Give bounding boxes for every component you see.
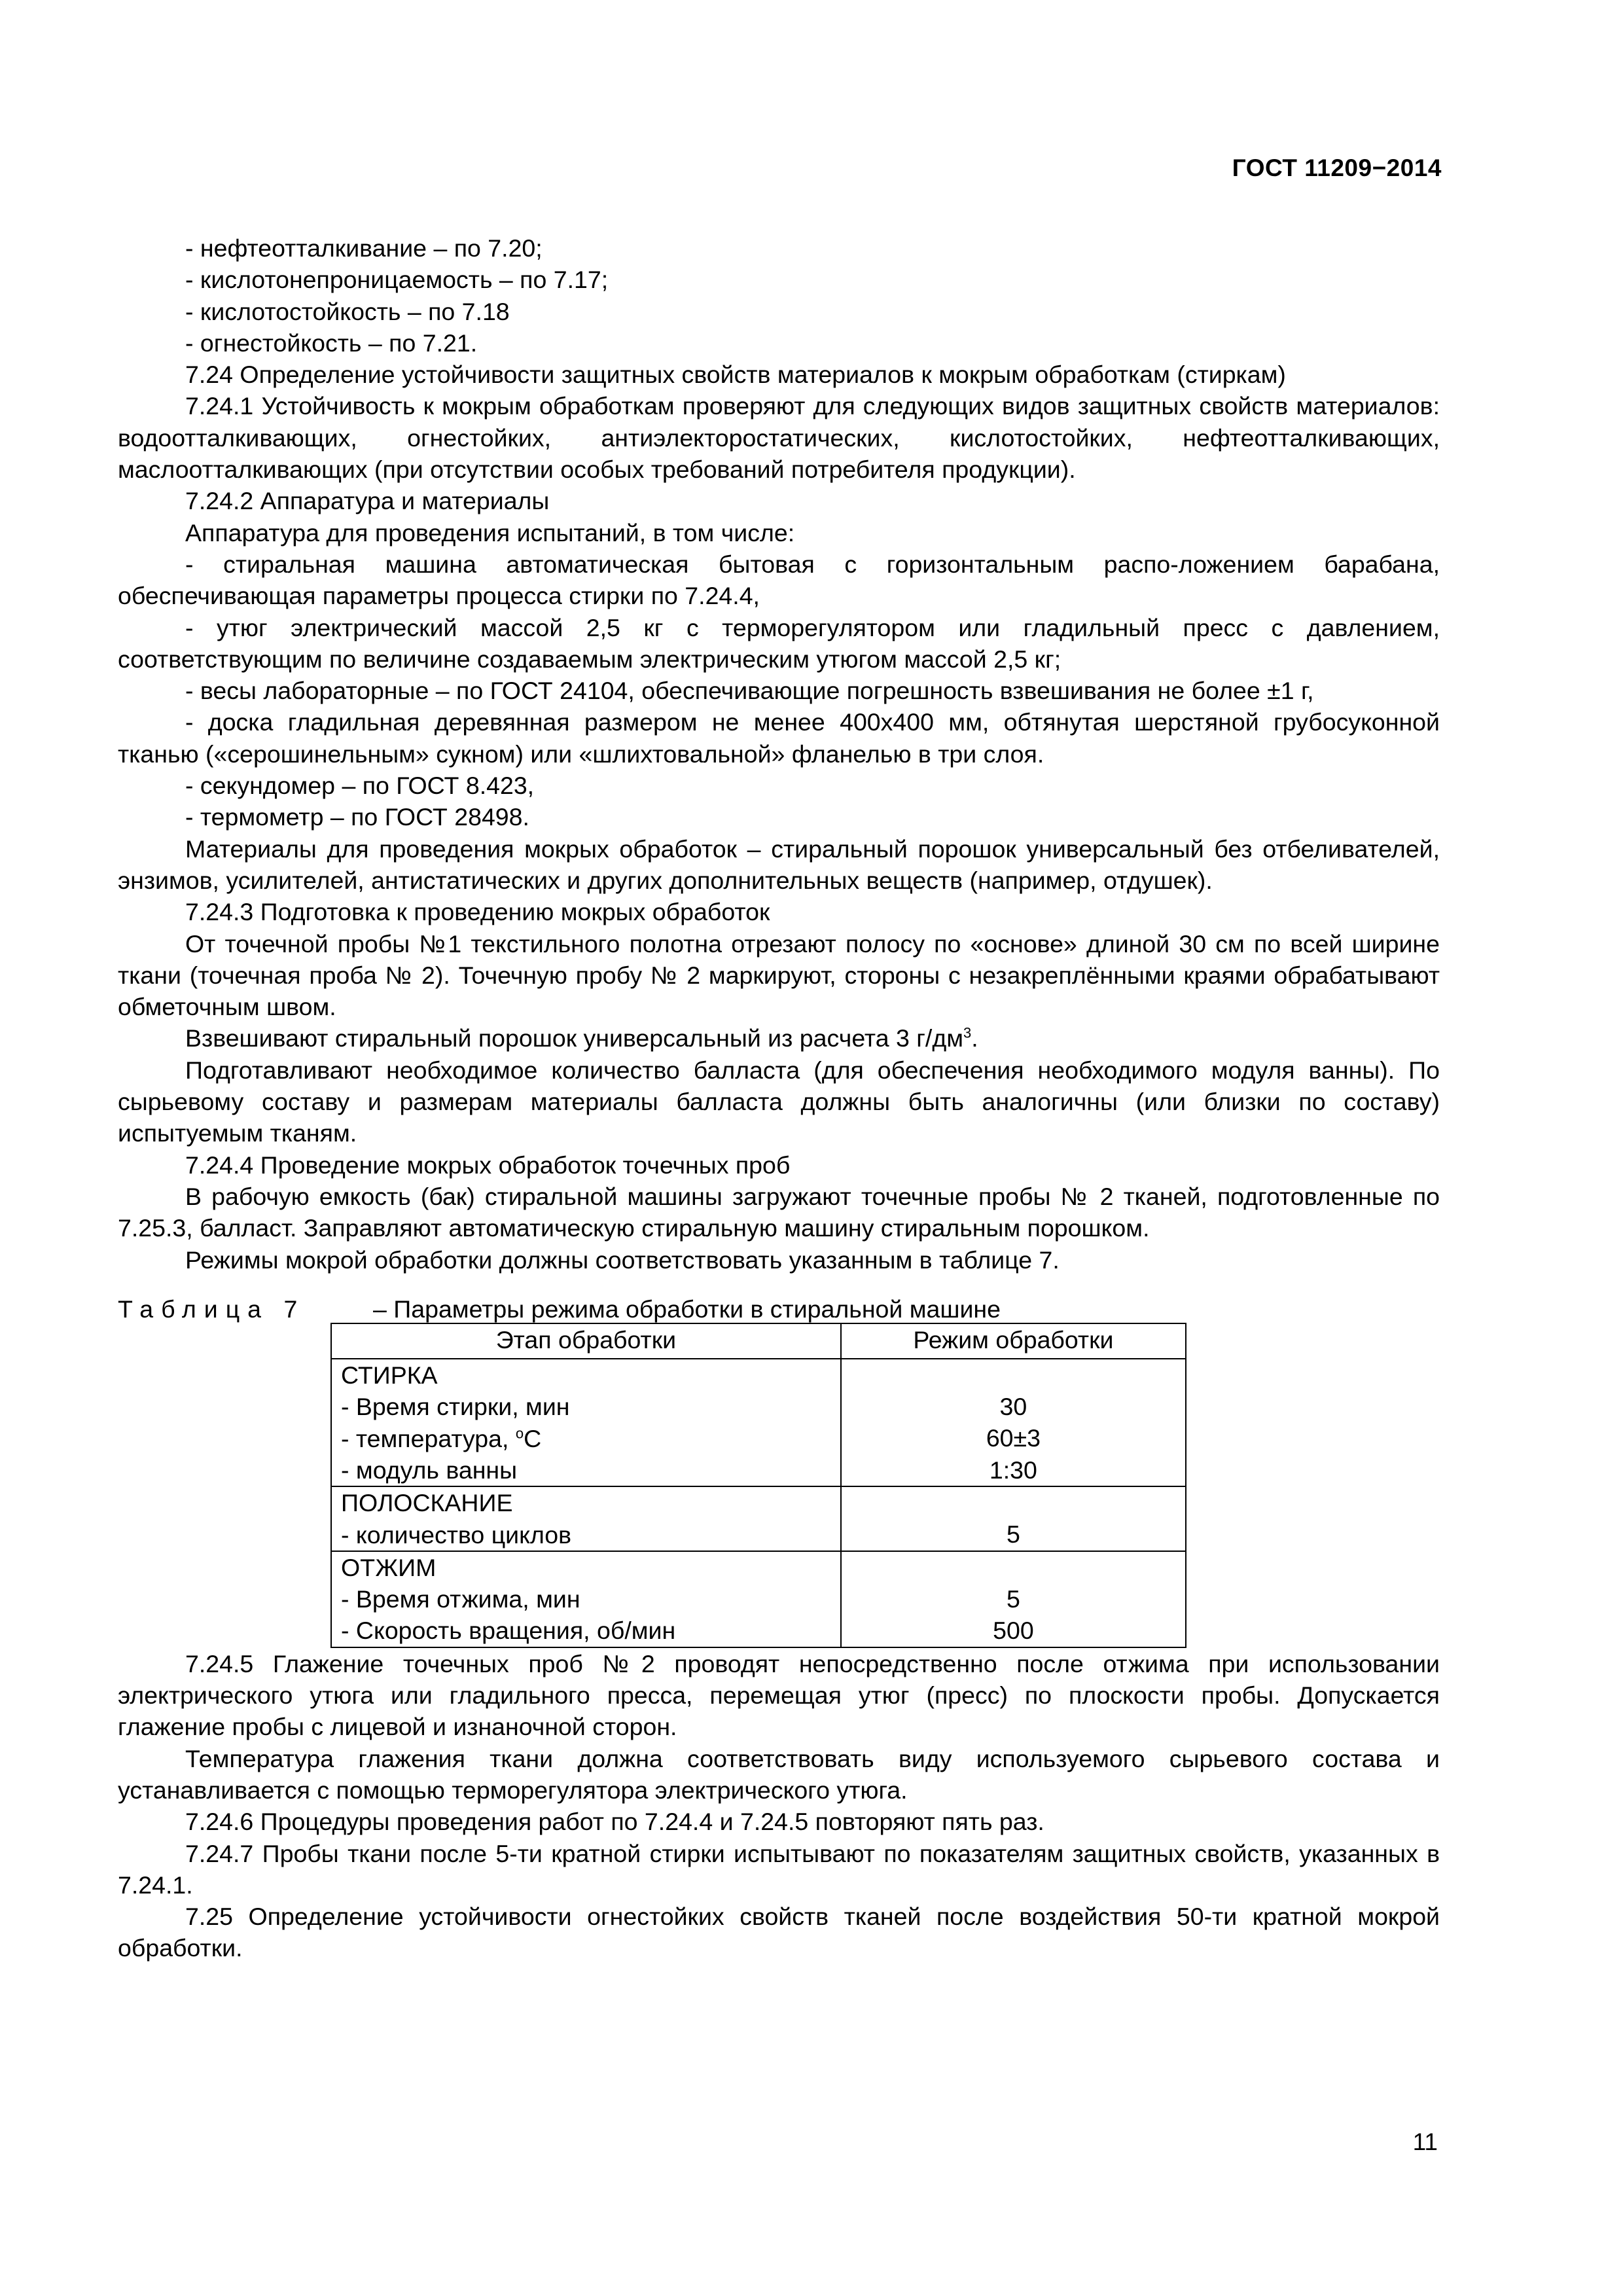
spin-values-cell (841, 1551, 1186, 1647)
section-7-24-3-heading: 7.24.3 Подготовка к проведению мокрых обработок (185, 898, 770, 926)
parameters-table (330, 1323, 1186, 1648)
column-header: Режим обработки (841, 1323, 1186, 1359)
apparatus-intro: Аппаратура для проведения испытаний, в том числе: (185, 518, 795, 547)
row-label (341, 1423, 831, 1454)
apparatus-item: - доска гладильная деревянная размером не менее 400х400 мм, обтянутая шерстяной грубосуконной тканью («серошинельным» сукном) или «шлихтовальной» фланелью в три слоя. (118, 708, 1440, 768)
modes-paragraph: Режимы мокрой обработки должны соответствовать указанным в таблице 7. (185, 1246, 1060, 1274)
temp-label: - температура, (341, 1424, 516, 1452)
spin-stage-cell (331, 1551, 841, 1647)
document-body (118, 232, 1440, 1964)
list-item: - огнестойкость – по 7.21. (185, 329, 478, 357)
row-value: 5 (1006, 1520, 1020, 1549)
superscript: 3 (963, 1024, 972, 1041)
list-item: - кислотостойкость – по 7.18 (185, 297, 510, 325)
stage-title: ОТЖИМ (341, 1553, 437, 1581)
weigh-text: Взвешивают стиральный порошок универсальный из расчета 3 г/дм (185, 1024, 963, 1052)
row-value: 30 (999, 1393, 1027, 1421)
wash-stage-cell (331, 1359, 841, 1486)
list-item: - кислотонепроницаемость – по 7.17; (185, 266, 609, 294)
ballast-paragraph: Подготавливают необходимое количество балласта (для обеспечения необходимого модуля ванны). По сырьевому составу и размерам материалы балласта должны быть аналогичны (или близки по составу) испытуемым тканям. (118, 1056, 1440, 1147)
paragraph-7-24-7: 7.24.7 Пробы ткани после 5-ти кратной стирки испытывают по показателям защитных свойств, указанных в 7.24.1. (118, 1839, 1440, 1899)
wash-values-cell (841, 1359, 1186, 1486)
stage-title: ПОЛОСКАНИЕ (341, 1489, 513, 1517)
table-label: Таблица 7 (118, 1295, 306, 1323)
section-7-24-4-heading: 7.24.4 Проведение мокрых обработок точечных проб (185, 1151, 791, 1179)
row-label: - количество циклов (341, 1520, 572, 1549)
table-7 (118, 1295, 1440, 1648)
table-header-row (331, 1323, 1186, 1359)
row-label: - Время стирки, мин (341, 1393, 570, 1421)
table-row (331, 1486, 1186, 1551)
apparatus-item: - весы лабораторные – по ГОСТ 24104, обеспечивающие погрешность взвешивания не более ±1 г, (185, 677, 1314, 705)
degree-sup: o (515, 1425, 524, 1442)
paragraph-7-24-5: 7.24.5 Глажение точечных проб №2 проводят непосредственно после отжима при использовании электрического утюга или гладильного пресса, перемещая утюг (пресс) по плоскости пробы. Допускается глажение пробы с лицевой и изнаночной сторон. (118, 1649, 1440, 1741)
row-label: - модуль ванны (341, 1456, 518, 1484)
sample-cut-paragraph: От точечной пробы №1 текстильного полотна отрезают полосу по «основе» длиной 30 см по всей ширине ткани (точечная проба № 2). Точечную пробу № 2 маркируют, стороны с незакреплёнными краями обрабатывают обметочным швом. (118, 929, 1440, 1021)
stage-title: СТИРКА (341, 1361, 438, 1390)
materials-paragraph: Материалы для проведения мокрых обработок – стиральный порошок универсальный без отбеливателей, энзимов, усилителей, антистатических и других дополнительных веществ (например, отдушек). (118, 834, 1440, 894)
row-value: 60±3 (986, 1424, 1041, 1452)
column-header: Этап обработки (331, 1323, 841, 1359)
table-row (331, 1359, 1186, 1486)
apparatus-item: - стиральная машина автоматическая бытовая с горизонтальным распо-ложением барабана, обеспечивающая параметры процесса стирки по 7.24.4, (118, 550, 1440, 610)
weigh-paragraph (118, 1022, 1440, 1054)
table-caption (118, 1295, 1440, 1323)
page-number: 11 (1412, 2128, 1438, 2155)
paragraph-7-25: 7.25 Определение устойчивости огнестойких свойств тканей после воздействия 50-ти кратной мокрой обработки. (118, 1903, 1440, 1962)
rinse-stage-cell (331, 1486, 841, 1551)
ironing-temp-paragraph: Температура глажения ткани должна соответствовать виду используемого сырьевого состава и устанавливается с помощью терморегулятора электрического утюга. (118, 1744, 1440, 1804)
apparatus-item: - секундомер – по ГОСТ 8.423, (185, 772, 535, 800)
table-title: – Параметры режима обработки в стиральной машине (373, 1295, 1001, 1323)
row-value: 1:30 (989, 1456, 1037, 1484)
apparatus-item: - термометр – по ГОСТ 28498. (185, 803, 529, 831)
row-label: - Время отжима, мин (341, 1585, 580, 1613)
load-paragraph: В рабочую емкость (бак) стиральной машины загружают точечные пробы № 2 тканей, подготовленные по 7.25.3, балласт. Заправляют автоматическую стиральную машину стиральным порошком. (118, 1182, 1440, 1242)
weigh-end: . (971, 1024, 978, 1052)
list-item: - нефтеотталкивание – по 7.20; (185, 234, 543, 262)
paragraph-7-24-6: 7.24.6 Процедуры проведения работ по 7.24.4 и 7.24.5 повторяют пять раз. (185, 1808, 1044, 1836)
apparatus-item: - утюг электрический массой 2,5 кг с терморегулятором или гладильный пресс с давлением, соответствующим по величине создаваемым электрическим утюгом массой 2,5 кг; (118, 613, 1440, 673)
document-code: ГОСТ 11209−2014 (1232, 154, 1442, 181)
table-row (331, 1551, 1186, 1647)
section-7-24-heading: 7.24 Определение устойчивости защитных свойств материалов к мокрым обработкам (стиркам) (185, 361, 1286, 389)
paragraph-7-24-1: 7.24.1 Устойчивость к мокрым обработкам проверяют для следующих видов защитных свойств материалов: водоотталкивающих, огнестойких, антиэлекторостатических, кислотостойких, нефтеотталкивающих, маслоотталкивающих (при отсутствии особых требований потребителя продукции). (118, 392, 1440, 484)
rinse-values-cell (841, 1486, 1186, 1551)
row-value: 500 (993, 1617, 1034, 1645)
row-label: - Скорость вращения, об/мин (341, 1617, 676, 1645)
row-value: 5 (1006, 1585, 1020, 1613)
section-7-24-2-heading: 7.24.2 Аппаратура и материалы (185, 487, 550, 515)
temp-unit: C (524, 1424, 542, 1452)
